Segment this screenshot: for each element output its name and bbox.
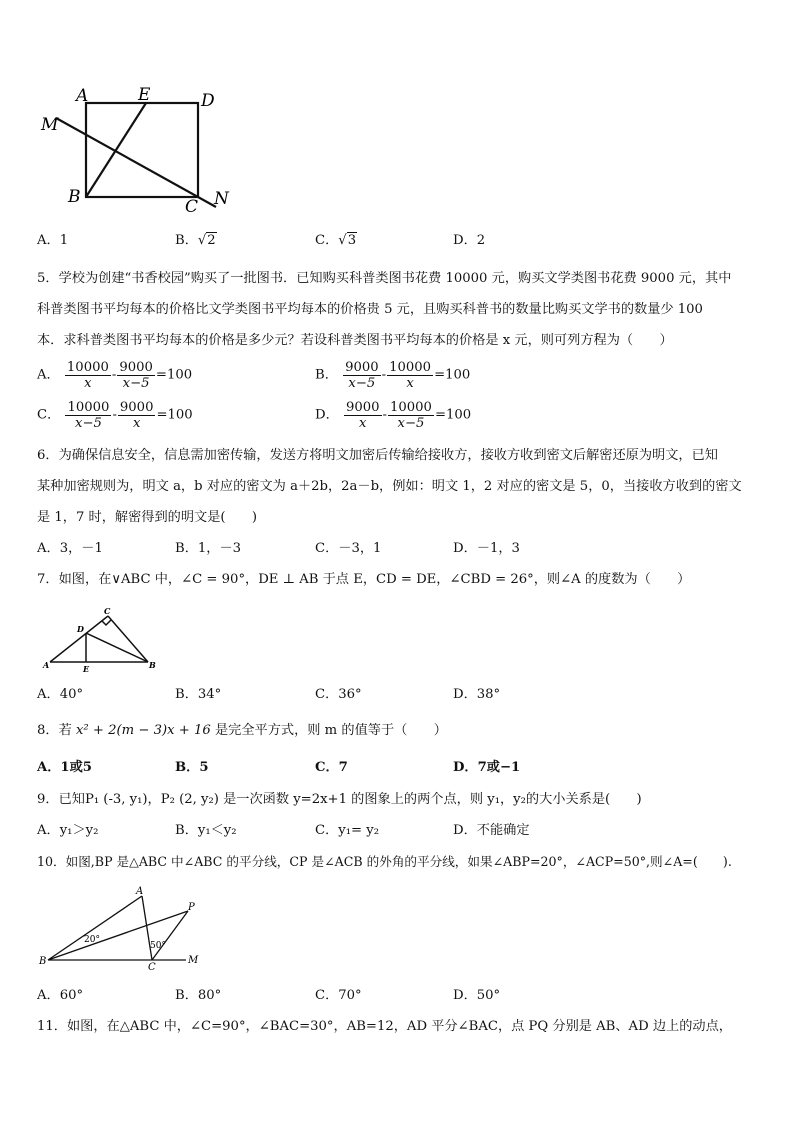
q6-line1: 6．为确保信息安全，信息需加密传输，发送方将明文加密后传输给接收方，接收方收到密文后解密还原为明文，已知 <box>37 448 718 463</box>
q8-expression: x² + 2(m − 3)x + 16 <box>75 723 211 738</box>
q8-choice-a: A．1或5 <box>37 760 92 775</box>
q7-choice-a: A．40° <box>37 687 84 702</box>
right-angle-mark <box>102 620 111 625</box>
segment-ba <box>48 896 142 960</box>
q10-figure <box>38 884 208 970</box>
q5-choice-d: D． $\frac{9000}{x}$ - $\frac{10000}{x-5}$ =100 <box>315 400 472 431</box>
q10-angle-50: 50° <box>150 941 166 951</box>
q8-line: 8．若 x² + 2(m − 3)x + 16 是完全平方式，则 m 的值等于（ ） <box>37 723 447 738</box>
q6-line3: 是 1，7 时，解密得到的明文是( ) <box>37 510 258 525</box>
q5-choice-a: A． $\frac{10000}{x}$ - $\frac{9000}{x-5}$ =100 <box>37 360 193 391</box>
label-e: E <box>138 85 151 105</box>
q7-line: 7．如图，在∨ABC 中，∠C = 90°，DE ⊥ AB 于点 E，CD = DE，∠CBD = 26°，则∠A 的度数为（ ） <box>37 572 691 587</box>
q5-choice-b: B． $\frac{9000}{x-5}$ - $\frac{10000}{x}$ =100 <box>315 360 471 391</box>
q10-line: 10．如图,BP 是△ABC 中∠ABC 的平分线，CP 是∠ACB 的外角的平分线，如果∠ABP=20°，∠ACP=50°,则∠A=( ). <box>37 854 732 869</box>
q10-label-c: C <box>148 962 156 970</box>
q4-choice-c: C．√3 <box>315 233 357 248</box>
q4-choice-a: A．1 <box>37 233 69 248</box>
q8-choice-c: C．7 <box>315 760 348 775</box>
q4-choice-b: B．√2 <box>175 233 216 248</box>
q10-choice-b: B．80° <box>175 988 222 1003</box>
label-m: M <box>41 115 59 135</box>
q4-choice-d: D．2 <box>453 233 486 248</box>
q10-label-p: P <box>188 902 195 913</box>
q7-label-a: A <box>43 660 50 670</box>
q7-figure <box>40 606 160 672</box>
q9-choice-a: A．y₁＞y₂ <box>37 823 99 838</box>
q7-choice-b: B．34° <box>175 687 222 702</box>
q10-label-m: M <box>188 955 199 966</box>
segment-bp <box>48 911 188 960</box>
q9-line: 9．已知P₁ (-3, y₁)，P₂ (2, y₂) 是一次函数 y=2x+1 的图象上的两个点，则 y₁，y₂的大小关系是( ) <box>37 792 642 807</box>
segment-cp <box>152 911 188 960</box>
q8-choice-b: B．5 <box>175 760 209 775</box>
segment-cb <box>108 616 148 662</box>
q10-label-b: B <box>39 956 47 967</box>
q10-label-a: A <box>136 886 144 897</box>
q5-line3: 本．求科普类图书平均每本的价格是多少元？若设科普类图书平均每本的价格是 x 元，则可列方程为（ ） <box>37 333 673 348</box>
square-abcd <box>86 103 198 197</box>
q6-line2: 某种加密规则为，明文 a，b 对应的密文为 a＋2b，2a－b，例如：明文 1，2 对应的密文是 5，0，当接收方收到的密文 <box>37 479 742 494</box>
q6-choice-d: D．－1，3 <box>453 541 520 556</box>
q6-choice-b: B．1，－3 <box>175 541 242 556</box>
q5-line1: 5．学校为创建“书香校园”购买了一批图书．已知购买科普类图书花费 10000 元，购买文学类图书花费 9000 元，其中 <box>37 271 732 286</box>
q9-choice-c: C．y₁= y₂ <box>315 823 379 838</box>
q7-choice-c: C．36° <box>315 687 362 702</box>
q6-choice-a: A．3，－1 <box>37 541 103 556</box>
q10-choice-d: D．50° <box>453 988 501 1003</box>
label-n: N <box>214 189 229 209</box>
q11-line: 11．如图，在△ABC 中，∠C=90°，∠BAC=30°，AB=12，AD 平分∠BAC，点 PQ 分别是 AB、AD 边上的动点， <box>37 1019 732 1034</box>
q4-figure <box>38 82 238 212</box>
q9-choice-d: D．不能确定 <box>453 823 530 838</box>
q9-choice-b: B．y₁＜y₂ <box>175 823 237 838</box>
q7-choice-d: D．38° <box>453 687 501 702</box>
label-a: A <box>76 86 89 106</box>
q7-label-e: E <box>83 664 90 672</box>
q10-choice-a: A．60° <box>37 988 84 1003</box>
q10-choice-c: C．70° <box>315 988 362 1003</box>
q7-label-b: B <box>149 660 156 670</box>
q10-angle-20: 20° <box>84 935 100 945</box>
segment-db <box>86 633 148 662</box>
q5-choice-c: C． $\frac{10000}{x-5}$ - $\frac{9000}{x}$ =100 <box>37 400 193 431</box>
q6-choice-c: C．－3，1 <box>315 541 382 556</box>
q7-label-c: C <box>104 606 111 616</box>
q7-label-d: D <box>77 624 84 634</box>
q5-line2: 科普类图书平均每本的价格比文学类图书平均每本的价格贵 5 元，且购买科普书的数量比购买文学书的数量少 100 <box>37 302 703 317</box>
label-b: B <box>68 187 81 207</box>
label-d: D <box>201 91 215 111</box>
q8-choice-d: D．7或−1 <box>453 760 521 775</box>
segment-be <box>86 103 146 197</box>
label-c: C <box>185 197 199 212</box>
